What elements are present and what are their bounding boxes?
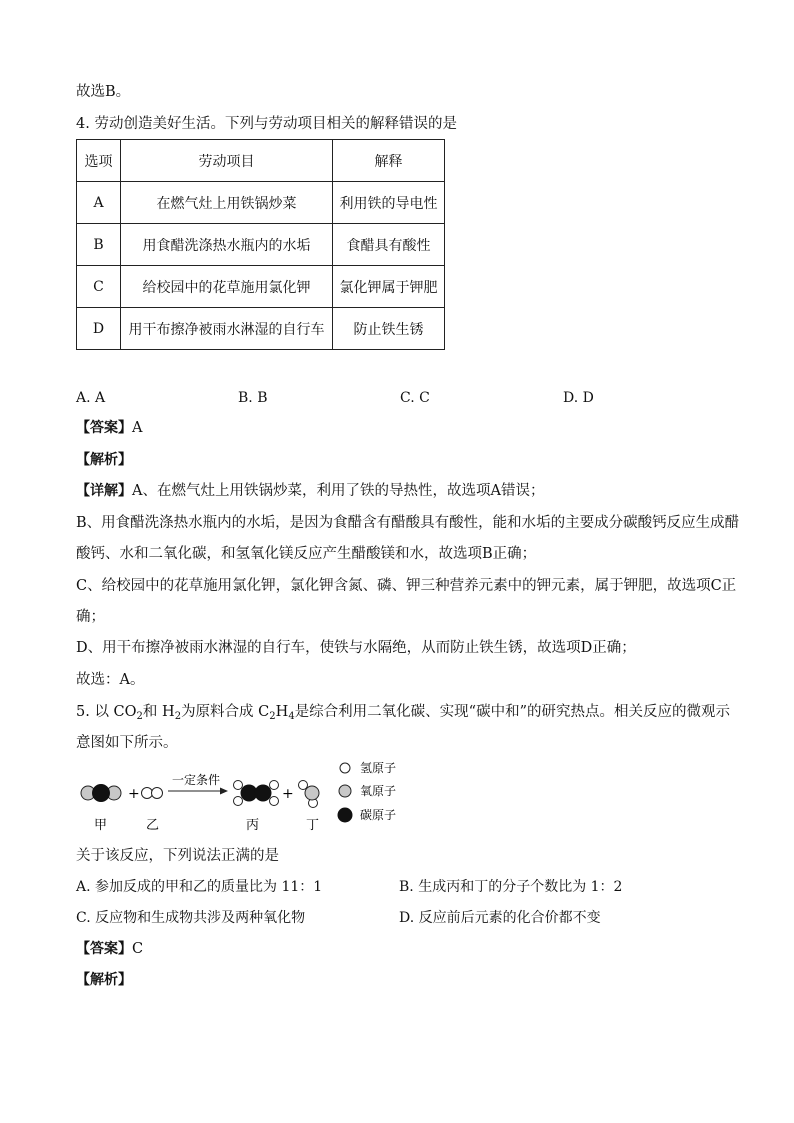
legend-carbon: 碳原子 xyxy=(360,808,397,822)
plus-sign: + xyxy=(128,786,140,802)
q4-detail-line-b2: 酸钙、水和二氧化碳，和氢氧化镁反应产生醋酸镁和水，故选项B正确； xyxy=(76,546,537,562)
table-cell: 给校园中的花草施用氯化钾 xyxy=(121,266,333,308)
table-row xyxy=(77,266,445,308)
table-header-row xyxy=(77,140,445,182)
q4-detail-line-a: 【详解】A、在燃气灶上用铁锅炒菜，利用了铁的导热性，故选项A错误； xyxy=(76,483,545,499)
table-cell: 防止铁生锈 xyxy=(333,308,445,350)
answer-value: A xyxy=(132,420,143,436)
q5-question: 关于该反应，下列说法正满的是 xyxy=(76,848,279,864)
table-header-cell: 解释 xyxy=(333,140,445,182)
q4-option-d: D. D xyxy=(563,390,594,406)
q5-analysis-tag: 【解析】 xyxy=(76,972,132,988)
legend xyxy=(338,761,397,823)
table-cell: D xyxy=(77,308,121,350)
q4-detail-line-d: D、用干布擦净被雨水淋湿的自行车，使铁与水隔绝，从而防止铁生锈，故选项D正确； xyxy=(76,640,636,656)
hydrogen-atom-icon xyxy=(340,763,350,773)
q4-detail-line-b1: B、用食醋洗涤热水瓶内的水垢，是因为食醋含有醋酸具有酸性，能和水垢的主要成分碳酸钙反应生成醋 xyxy=(76,515,740,531)
legend-oxygen: 氧原子 xyxy=(360,784,397,798)
q4-detail-line-c1: C、给校园中的花草施用氯化钾，氯化钾含氮、磷、钾三种营养元素中的钾元素，属于钾肥，故选项C正 xyxy=(76,578,737,594)
label-ding: 丁 xyxy=(306,818,320,833)
carbon-atom-icon xyxy=(338,808,353,823)
answer-tag: 【答案】 xyxy=(76,420,132,436)
label-jia: 甲 xyxy=(94,818,108,833)
molecule-ding-h2o xyxy=(299,781,320,808)
molecule-jia-co2 xyxy=(81,785,121,802)
reaction-micro-diagram xyxy=(70,756,450,836)
label-yi: 乙 xyxy=(146,818,160,833)
arrow-head-icon xyxy=(220,788,228,795)
q5-stem-line2: 意图如下所示。 xyxy=(76,735,178,751)
q5-option-b: B. 生成丙和丁的分子个数比为 1：2 xyxy=(399,879,623,895)
q4-table xyxy=(76,139,445,350)
q4-answer xyxy=(76,418,142,438)
q5-option-d: D. 反应前后元素的化合价都不变 xyxy=(399,910,601,926)
table-header-cell: 选项 xyxy=(77,140,121,182)
legend-hydrogen: 氢原子 xyxy=(360,761,397,775)
table-cell: B xyxy=(77,224,121,266)
q5-option-a: A. 参加反成的甲和乙的质量比为 11：1 xyxy=(76,879,323,895)
table-cell: 用食醋洗涤热水瓶内的水垢 xyxy=(121,224,333,266)
q5-stem: 5. 以 $CO_2$和 $H_2$为原料合成 $C_2H_4$是综合利用二氧化碳、实现“碳中和”的研究热点。相关反应的微观示 xyxy=(76,704,731,722)
table-cell: 氯化钾属于钾肥 xyxy=(333,266,445,308)
molecule-bing-c2h4 xyxy=(234,781,279,806)
answer-value: C xyxy=(132,941,144,957)
table-row xyxy=(77,224,445,266)
table-cell: C xyxy=(77,266,121,308)
plus-sign: + xyxy=(282,786,294,802)
q5-option-c: C. 反应物和生成物共涉及两种氧化物 xyxy=(76,910,306,926)
answer-tag: 【答案】 xyxy=(76,941,132,957)
table-row xyxy=(77,182,445,224)
q4-option-a: A. A xyxy=(76,390,106,406)
table-cell: 用干布擦净被雨水淋湿的自行车 xyxy=(121,308,333,350)
table-header-cell: 劳动项目 xyxy=(121,140,333,182)
table-cell: 食醋具有酸性 xyxy=(333,224,445,266)
reaction-condition: 一定条件 xyxy=(172,773,221,787)
q5-answer xyxy=(76,939,143,959)
q4-analysis-tag: 【解析】 xyxy=(76,452,132,468)
detail-tag: 【详解】 xyxy=(76,483,132,499)
q4-detail-line-c2: 确； xyxy=(76,609,105,625)
molecule-yi-h2 xyxy=(142,788,163,799)
table-cell: 在燃气灶上用铁锅炒菜 xyxy=(121,182,333,224)
previous-conclusion: 故选B。 xyxy=(76,84,131,100)
table-cell: A xyxy=(77,182,121,224)
table-cell: 利用铁的导电性 xyxy=(333,182,445,224)
q4-conclusion: 故选：A。 xyxy=(76,672,145,688)
oxygen-atom-icon xyxy=(339,785,351,797)
label-bing: 丙 xyxy=(246,818,260,833)
table-row xyxy=(77,308,445,350)
q4-option-c: C. C xyxy=(400,390,430,406)
q4-option-b: B. B xyxy=(238,390,268,406)
q4-stem: 4. 劳动创造美好生活。下列与劳动项目相关的解释错误的是 xyxy=(76,116,457,132)
